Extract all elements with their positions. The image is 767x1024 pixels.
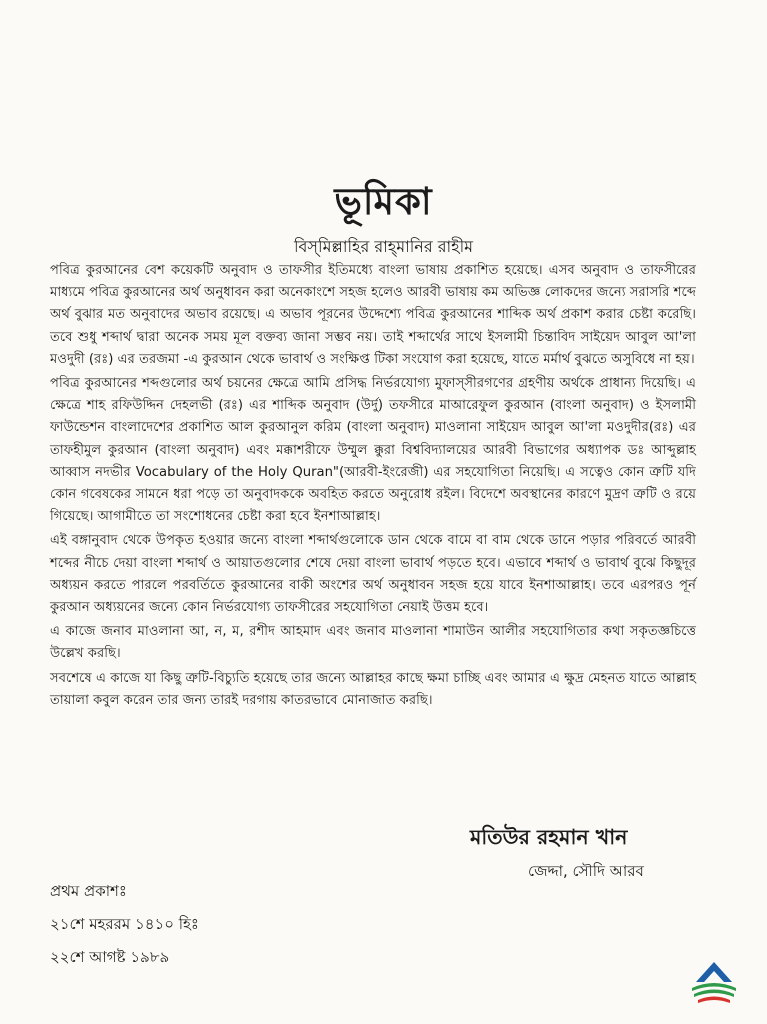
- paragraph: পবিত্র কুরআনের শব্দগুলোর অর্থ চয়নের ক্ষেত্রে আমি প্রসিদ্ধ নির্ভরযোগ্য মুফাস্‌সীরগণের গ্রহণীয় অর্থকে প্রাধান্য দিয়েছি। এ ক্ষেত্রে শাহ রফিউদ্দিন দেহলভী (রঃ) এর শাব্দিক অনুবাদ (উর্দু) তফসীরে মাআরেফুল কুরআন (বাংলা অনুবাদ) ও ইসলামী ফাউন্ডেশন বাংলাদেশের প্রকাশিত আল কুরআনুল করিম (বাংলা অনুবাদ) মাওলানা সাইয়েদ আবুল আ'লা মওদুদীর(রঃ) এর তাফহীমুল কুরআন (বাংলা অনুবাদ) এবং মক্কাশরীফে উম্মুল ক্কুরা বিশ্ববিদ্যালয়ের আরবী বিভাগের অধ্যাপক ডঃ আব্দুল্লাহ আব্বাস নদভীর Vocabulary of the Holy Quran"(আরবী-ইংরেজী) এর সহযোগিতা নিয়েছি। এ সত্বেও কোন ত্রুটি যদি কোন গবেষকের সামনে ধরা পড়ে তা অনুবাদককে অবহিত করতে অনুরোধ রইল। বিদেশে অবস্থানের কারণে মুদ্রণ ত্রুটি ও রয়ে গিয়েছে। আগামীতে তা সংশোধনের চেষ্টা করা হবে ইনশাআল্লাহ।: [50, 376, 696, 525]
- author-location: জেদ্দা, সৌদি আরব: [528, 862, 644, 880]
- publication-date-hijri: ২১শে মহররম ১৪১০ হিঃ: [50, 915, 199, 933]
- publisher-logo-icon: [688, 960, 740, 1006]
- preface-body: [50, 260, 696, 712]
- paragraph: পবিত্র কুরআনের বেশ কয়েকটি অনুবাদ ও তাফসীর ইতিমধ্যে বাংলা ভাষায় প্রকাশিত হয়েছে। এসব অনুবাদ ও তাফসীরের মাধ্যমে পবিত্র কুরআনের অর্থ অনুধাবন করা অনেকাংশে সহজ হলেও আরবী ভাষায় কম অভিজ্ঞ লোকদের জন্যে সরাসরি শব্দে অর্থ বুঝার মত অনুবাদের অভাব রয়েছে। এ অভাব পূরনের উদ্দেশ্যে পবিত্র কুরআনের শাব্দিক অর্থ প্রকাশ করার চেষ্টা করেছি। তবে শুধু শব্দার্থ দ্বারা অনেক সময় মূল বক্তব্য জানা সম্ভব নয়। তাই শব্দার্থের সাথে ইসলামী চিন্তাবিদ সাইয়েদ আবুল আ'লা মওদুদী (রঃ) এর তরজমা -এ কুরআন থেকে ভাবার্থ ও সংক্ষিপ্ত টিকা সংযোগ করা হয়েছে, যাতে মর্মার্থ বুঝতে অসুবিধে না হয়।: [50, 263, 696, 367]
- paragraph: এ কাজে জনাব মাওলানা আ, ন, ম, রশীদ আহমাদ এবং জনাব মাওলানা শামাউন আলীর সহযোগিতার কথা সকৃতজ্ঞচিত্তে উল্লেখ করছি।: [50, 624, 696, 662]
- paragraph: সবশেষে এ কাজে যা কিছু ত্রুটি-বিচ্যুতি হয়েছে তার জন্যে আল্লাহর কাছে ক্ষমা চাচ্ছি এবং আমার এ ক্ষুদ্র মেহনত যাতে আল্লাহ তায়ালা কবুল করেন তার জন্য তারই দরগায় কাতরভাবে মোনাজাত করছি।: [50, 670, 696, 708]
- page-title: ভূমিকা: [334, 180, 433, 223]
- author-name: মতিউর রহমান খান: [470, 825, 628, 849]
- bismillah-subtitle: বিস্‌মিল্লাহির রাহ্‌মানির রাহীম: [293, 237, 474, 256]
- publication-date-gregorian: ২২শে আগষ্ট ১৯৮৯: [50, 948, 170, 966]
- first-publication-label: প্রথম প্রকাশঃ: [50, 882, 127, 900]
- paragraph: এই বঙ্গানুবাদ থেকে উপকৃত হওয়ার জন্যে বাংলা শব্দার্থগুলোকে ডান থেকে বামে বা বাম থেকে ডানে পড়ার পরিবর্তে আরবী শব্দের নীচে দেয়া বাংলা শব্দার্থ ও আয়াতগুলোর শেষে দেয়া বাংলা ভাবার্থ পড়তে হবে। এভাবে শব্দার্থ ও ভাবার্থ বুঝে কিছুদূর অধ্যয়ন করতে পারলে পরবর্তিতে কুরআনের বাকী অংশের অর্থ অনুধাবন সহজ হয়ে যাবে ইনশাআল্লাহ। তবে এরপরও পূর্ন কুরআন অধ্যয়নের জন্যে কোন নির্ভরযোগ্য তাফসীরের সহযোগিতা নেয়াই উত্তম হবে।: [50, 533, 696, 616]
